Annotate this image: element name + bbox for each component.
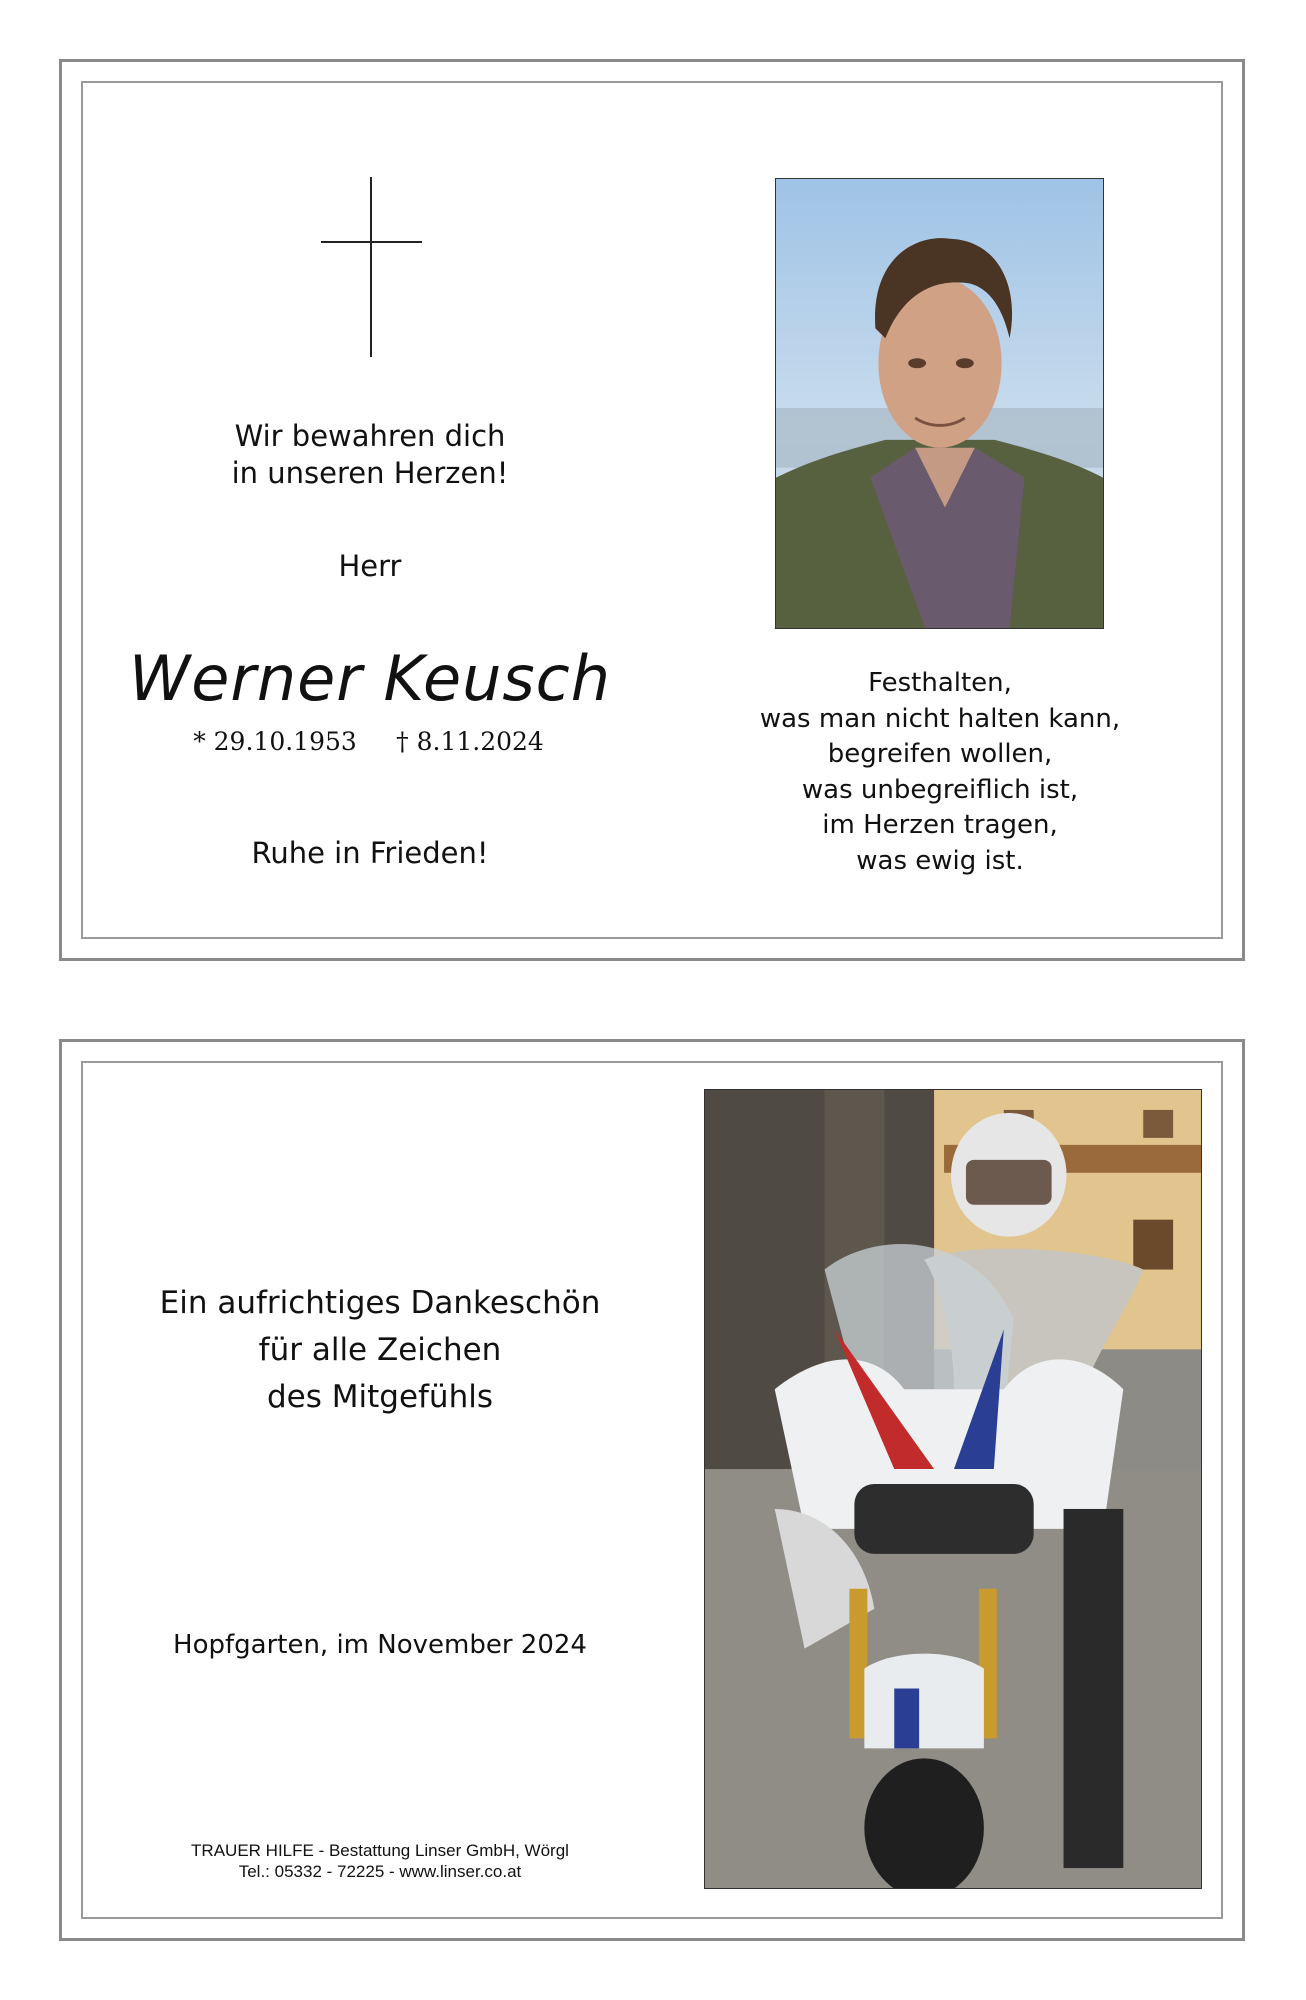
footer-line-1: TRAUER HILFE - Bestattung Linser GmbH, Wörgl: [191, 1841, 569, 1860]
poem-line: im Herzen tragen,: [822, 810, 1058, 840]
poem-line: was unbegreiflich ist,: [801, 774, 1079, 805]
closing-text: Ruhe in Frieden!: [251, 836, 489, 870]
poem-line: was ewig ist.: [856, 845, 1024, 876]
salutation: Herr: [338, 549, 402, 583]
poem: [735, 666, 1145, 879]
portrait-photo: [775, 178, 1104, 629]
verse-line-1: Wir bewahren dich: [234, 419, 506, 453]
cross-icon-bar: [321, 241, 422, 243]
deceased-name: Werner Keusch: [128, 642, 612, 715]
death-date: † 8.11.2024: [396, 727, 544, 756]
undertaker-footer: [150, 1840, 610, 1882]
place-date: Hopfgarten, im November 2024: [173, 1630, 587, 1660]
thanks-line-2: für alle Zeichen: [258, 1332, 502, 1368]
footer-line-2: Tel.: 05332 - 72225 - www.linser.co.at: [238, 1862, 522, 1881]
poem-line: Festhalten,: [868, 668, 1012, 698]
poem-line: begreifen wollen,: [827, 739, 1053, 769]
verse-line-2: in unseren Herzen!: [231, 456, 509, 490]
thanks-line-1: Ein aufrichtiges Dankeschön: [159, 1285, 601, 1321]
poem-line: was man nicht halten kann,: [759, 703, 1121, 734]
birth-date: * 29.10.1953: [193, 727, 357, 756]
thanks-line-3: des Mitgefühls: [267, 1379, 493, 1415]
motorcycle-photo: [704, 1089, 1202, 1889]
thanks-text: [130, 1280, 630, 1421]
verse: [170, 418, 570, 492]
cross-icon: [370, 177, 372, 357]
